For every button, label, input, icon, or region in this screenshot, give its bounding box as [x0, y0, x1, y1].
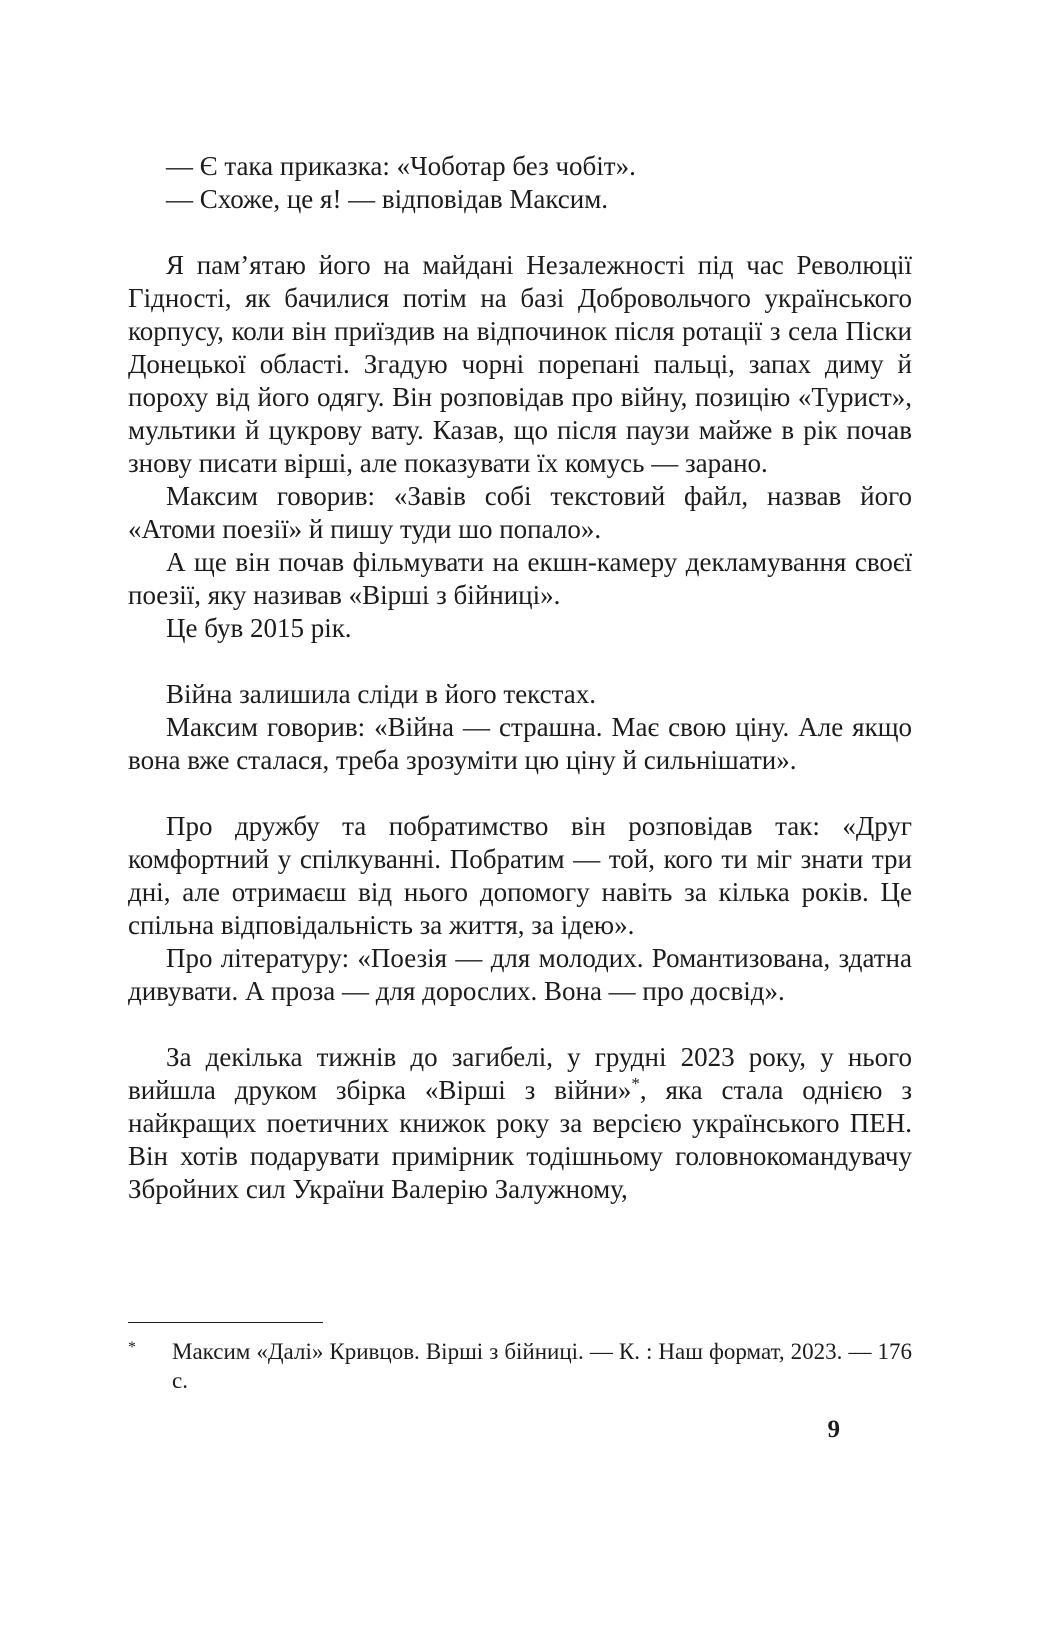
footnote-reference-marker: * — [631, 1074, 640, 1093]
paragraph: Максим говорив: «Війна — страшна. Має свою ціну. Але якщо вона вже сталася, треба зрозуміти цю ціну й сильнішати». — [128, 712, 912, 775]
paragraph: Максим говорив: «Завів собі текстовий файл, назвав його «Атоми поезії» й пишу туди шо попало». — [128, 481, 912, 544]
footnote — [128, 1337, 912, 1395]
paragraph: Війна залишила сліди в його текстах. — [166, 679, 596, 709]
dialog-line: — Схоже, це я! — відповідав Максим. — [166, 184, 609, 214]
paragraph: Про літературу: «Поезія — для молодих. Романтизована, здатна дивувати. А проза — для дорослих. Вона — про досвід». — [128, 943, 912, 1006]
paragraph-with-footnote-ref — [128, 1041, 912, 1206]
footnote-text: Максим «Далі» Кривцов. Вірші з бійниці. — К. : Наш формат, 2023. — 176 с. — [172, 1339, 912, 1393]
footnote-separator-rule — [128, 1322, 323, 1323]
dialog-line: — Є така приказка: «Чоботар без чобіт». — [166, 151, 636, 181]
paragraph-text: , яка стала однією з найкращих поетичних книжок року за версією українського ПЕН. Він хотів подарувати примірник тодішньому головнокомандувачу Збройних сил України Валерію Залужному, — [128, 1075, 912, 1204]
paragraph: Про дружбу та побратимство він розповідав так: «Друг комфортний у спілкуванні. Побратим — той, кого ти міг знати три дні, але отримаєш від нього допомогу навіть за кілька років. Це спільна відповідальність за життя, за ідею». — [128, 811, 912, 940]
page-number: 9 — [827, 1416, 840, 1443]
main-text-block — [128, 150, 912, 1206]
paragraph: Це був 2015 рік. — [166, 613, 352, 643]
paragraph: А ще він почав фільмувати на екшн-камеру декламування своєї поезії, яку називав «Вірші з бійниці». — [128, 547, 912, 610]
paragraph: Я пам’ятаю його на майдані Незалежності під час Революції Гідності, як бачилися потім на базі Добровольчого українського корпусу, коли він приїздив на відпочинок після ротації з села Піски Донецької області. Згадую чорні порепані пальці, запах диму й пороху від його одягу. Він розповідав про війну, позицію «Турист», мультики й цукрову вату. Казав, що після паузи майже в рік почав знову писати вірші, але показувати їх комусь — зарано. — [128, 250, 912, 478]
footnote-marker: * — [128, 1339, 136, 1356]
footnote-block — [128, 1322, 912, 1395]
paragraph-text: За декілька тижнів до загибелі, у грудні 2023 року, у нього вийшла друком збірка «Вірші з війни» — [128, 1042, 912, 1105]
